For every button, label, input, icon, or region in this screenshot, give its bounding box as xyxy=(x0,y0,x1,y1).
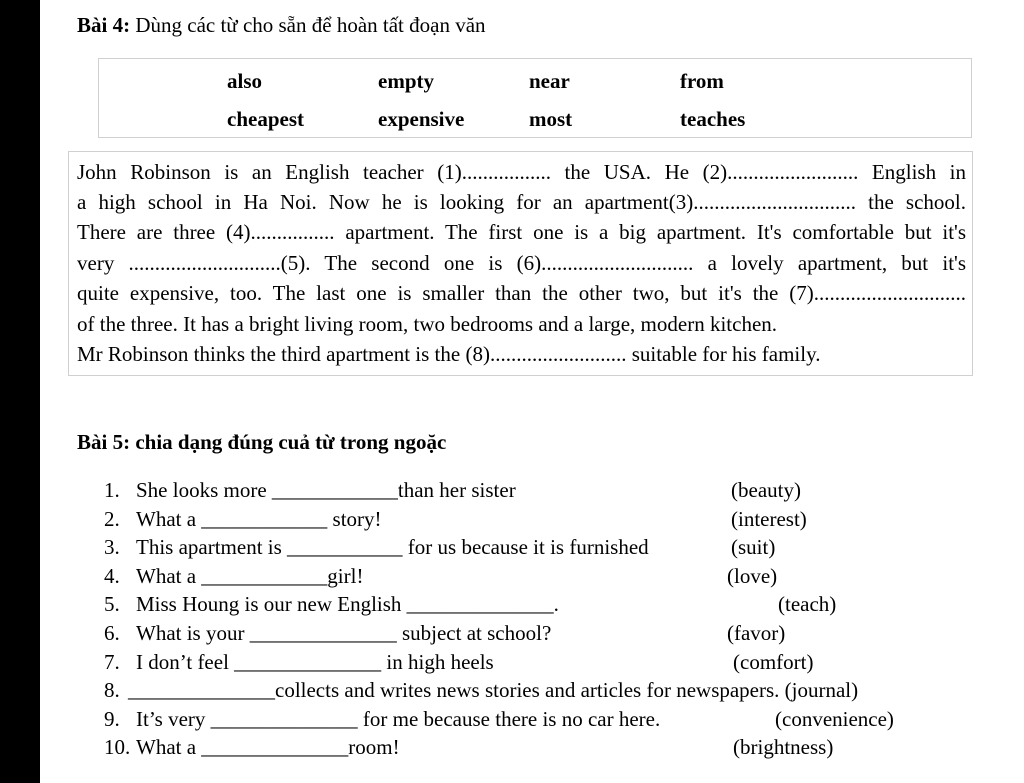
word-also: also xyxy=(227,69,263,93)
left-black-bar xyxy=(0,0,40,783)
bai5-heading: Bài 5: chia dạng đúng cuả từ trong ngoặc xyxy=(77,430,447,454)
word-box xyxy=(98,58,972,138)
passage-line: very .............................(5). The second one is (6)............................. a lovely apartment, but it's xyxy=(77,251,966,275)
passage-box xyxy=(68,151,973,376)
exercise-sentence: Miss Houng is our new English ______________. xyxy=(136,592,559,616)
exercise-number: 5. xyxy=(104,592,120,616)
exercise-sentence: ______________collects and writes news stories and articles for newspapers. (journal) xyxy=(128,678,859,702)
passage-line: Mr Robinson thinks the third apartment is the (8).......................... suitable for his family. xyxy=(77,342,821,366)
exercise-hint: (convenience) xyxy=(775,707,894,731)
exercise-hint: (teach) xyxy=(778,592,837,616)
word-empty: empty xyxy=(378,69,434,93)
exercise-number: 2. xyxy=(104,507,120,531)
exercise-sentence: What a ____________ story! xyxy=(136,507,382,531)
exercise-sentence: She looks more ____________than her sister xyxy=(136,478,516,502)
exercise-hint: (suit) xyxy=(731,535,776,559)
exercise-hint: (brightness) xyxy=(733,735,834,759)
exercise-number: 6. xyxy=(104,621,120,645)
bai4-label: Bài 4: xyxy=(77,13,131,37)
exercise-sentence: What is your ______________ subject at school? xyxy=(136,621,552,645)
bai4-heading xyxy=(77,13,486,38)
exercise-sentence: What a ____________girl! xyxy=(136,564,364,588)
word-near: near xyxy=(529,69,570,93)
passage-line: quite expensive, too. The last one is smaller than the other two, but it's the (7)............................. xyxy=(77,281,966,305)
exercise-hint: (interest) xyxy=(731,507,807,531)
exercise-number: 9. xyxy=(104,707,120,731)
bai4-instruction: Dùng các từ cho sẵn để hoàn tất đoạn văn xyxy=(130,13,486,37)
exercise-sentence: I don’t feel ______________ in high heels xyxy=(136,650,494,674)
exercise-sentence: It’s very ______________ for me because there is no car here. xyxy=(136,707,661,731)
exercise-number: 3. xyxy=(104,535,120,559)
word-from: from xyxy=(680,69,724,93)
exercise-hint: (beauty) xyxy=(731,478,801,502)
exercise-hint: (favor) xyxy=(727,621,786,645)
exercise-number: 4. xyxy=(104,564,120,588)
passage-line: There are three (4)................ apartment. The first one is a big apartment. It's comfortable but it's xyxy=(77,220,966,244)
exercise-number: 1. xyxy=(104,478,120,502)
passage-line: of the three. It has a bright living room, two bedrooms and a large, modern kitchen. xyxy=(77,312,778,336)
passage-line: a high school in Ha Noi. Now he is looking for an apartment(3)............................... the school. xyxy=(77,190,966,214)
word-most: most xyxy=(529,107,573,131)
exercise-sentence: This apartment is ___________ for us because it is furnished xyxy=(136,535,649,559)
word-teaches: teaches xyxy=(680,107,746,131)
exercise-number: 7. xyxy=(104,650,120,674)
exercise-number: 10. xyxy=(104,735,131,759)
exercise-number: 8. xyxy=(104,678,120,702)
passage-line: John Robinson is an English teacher (1)................. the USA. He (2)......................... English in xyxy=(77,160,966,184)
exercise-hint: (love) xyxy=(727,564,778,588)
word-expensive: expensive xyxy=(378,107,465,131)
word-cheapest: cheapest xyxy=(227,107,304,131)
exercise-sentence: What a ______________room! xyxy=(136,735,400,759)
exercise-hint: (comfort) xyxy=(733,650,814,674)
